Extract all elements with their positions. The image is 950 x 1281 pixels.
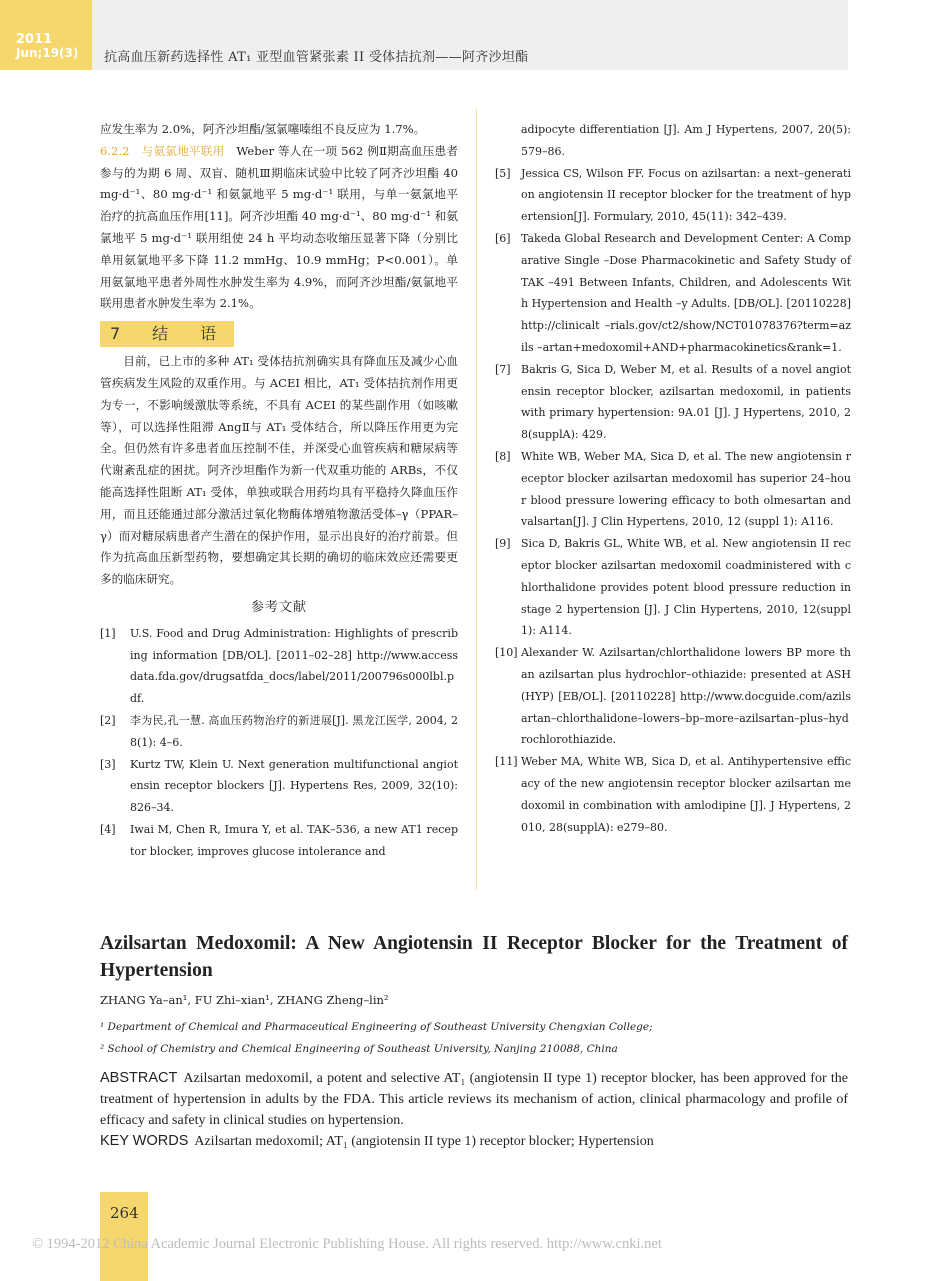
affiliation-1: ¹ Department of Chemical and Pharmaceutical Engineering of Southeast University Chengxian College; [100,1021,653,1033]
english-abstract [100,1068,848,1131]
reference-item: [7] Bakris G, Sica D, Weber M, et al. Results of a novel angiotensin receptor blocker, azilsartan medoxomil, in patients with primary hypertension: 9A.01 [J]. J Hypertens, 2010, 28(supplA): 429. [495,362,851,442]
affiliation-2: ² School of Chemistry and Chemical Engineering of Southeast University, Nanjing 210088, China [100,1043,618,1055]
subsection-heading: 6.2.2 与氨氯地平联用 [100,143,225,158]
reference-item: [9] Sica D, Bakris GL, White WB, et al. New angiotensin II receptor blocker azilsartan medoxomil coadministered with chlorthalidone provides potent blood pressure reduction in stage 2 hypertension [J]. J Clin Hypertens, 2010, 12(suppl 1): A114. [495,537,851,638]
issue-volume: Jun;19(3) [16,46,79,60]
page-number: 264 [110,1204,139,1222]
reference-item: [8] White WB, Weber MA, Sica D, et al. The new angiotensin receptor blocker azilsartan medoxomil has superior 24–hour blood pressure lowering efficacy to both olmesartan and valsartan[J]. J Clin Hypertens, 2010, 12 (suppl 1): A116. [495,449,851,529]
running-title: 抗高血压新药选择性 AT₁ 亚型血管紧张素 II 受体拮抗剂——阿齐沙坦酯 [104,50,529,65]
reference-item: [3] Kurtz TW, Klein U. Next generation multifunctional angiotensin receptor blockers [J]. Hypertens Res, 2009, 32(10): 826–34. [100,757,458,815]
reference-item: [10] Alexander W. Azilsartan/chlorthalidone lowers BP more than azilsartan plus hydrochlor–othiazide: presented at ASH (HYP) [EB/OL]. [20110228] http://www.docguide.com/azilsartan–chlorthalidone–lowers–bp–more–azilsartan–plus–hydrochlorothiazide. [495,646,851,747]
copyright-watermark: © 1994-2012 China Academic Journal Electronic Publishing House. All rights reserved. http://www.cnki.net [32,1236,662,1252]
left-column [100,119,458,863]
paragraph [100,141,458,315]
reference-item: [2] 李为民,孔一慧. 高血压药物治疗的新进展[J]. 黑龙江医学, 2004, 28(1): 4–6. [100,713,458,749]
section-heading: 7 结 语 [100,321,234,347]
abstract-text: Azilsartan medoxomil, a potent and selective AT₁ (angiotensin II type 1) receptor blocker, has been approved for the treatment of hypertension in adults by the FDA. This article reviews its mechanism of action, clinical pharmacology and profile of efficacy and safety in clinical studies on hypertension. [100,1071,848,1128]
right-column [495,119,851,838]
paragraph-body: Weber 等人在一项 562 例Ⅱ期高血压患者参与的为期 6 周、双盲、随机Ⅲ期临床试验中比较了阿齐沙坦酯 40 mg·d⁻¹、80 mg·d⁻¹ 和氨氯地平 5 mg·d⁻¹ 联用，与单一氨氯地平治疗的抗高血压作用[11]。阿齐沙坦酯 40 mg·d⁻¹、80 mg·d⁻¹ 和氨氯地平 5 mg·d⁻¹ 联用组使 24 h 平均动态收缩压显著下降（分别比单用氨氯地平多下降 11.2 mmHg、10.9 mmHg；P<0.001）。单用氨氯地平患者外周性水肿发生率为 4.9%，而阿齐沙坦酯/氨氯地平联用患者水肿发生率为 2.1%。 [100,143,458,311]
paragraph: 应发生率为 2.0%，阿齐沙坦酯/氢氯噻嗪组不良反应为 1.7%。 [100,122,426,136]
references-heading: 参考文献 [250,599,307,615]
reference-item: [11] Weber MA, White WB, Sica D, et al. Antihypertensive efficacy of the new angiotensin receptor blocker azilsartan medoxomil in combination with amlodipine [J]. J Hypertens, 2010, 28(supplA): e279–80. [495,755,851,834]
reference-item: [4] Iwai M, Chen R, Imura Y, et al. TAK–536, a new AT1 receptor blocker, improves glucose intolerance and [100,822,458,858]
reference-continuation: adipocyte differentiation [J]. Am J Hypertens, 2007, 20(5): 579–86. [521,123,851,158]
abstract-label: ABSTRACT [100,1070,178,1086]
reference-item: [6] Takeda Global Research and Development Center: A Comparative Single –Dose Pharmacokinetic and Safety Study of TAK –491 Between Infants, Children, and Adolescents With Hypertension and Health –y Adults. [DB/OL]. [20110228] http://clinicalt –rials.gov/ct2/show/NCT01078376?term=azils –artan+medoxomil+AND+pharmacokinetics&rank=1. [495,231,851,354]
english-title: Azilsartan Medoxomil: A New Angiotensin II Receptor Blocker for the Treatment of Hypertension [100,933,848,981]
reference-item: [1] U.S. Food and Drug Administration: Highlights of prescribing information [DB/OL]. [2011–02–28] http://www.accessdata.fda.gov/drugsatfda_docs/label/2011/200796s000lbl.pdf. [100,626,458,706]
column-divider [476,108,477,890]
issue-year: 2011 [16,32,53,47]
reference-item: [5] Jessica CS, Wilson FF. Focus on azilsartan: a next–generation angiotensin II receptor blocker for the treatment of hypertension[J]. Formulary, 2010, 45(11): 342–439. [495,166,851,224]
keywords-text: Azilsartan medoxomil; AT₁ (angiotensin II type 1) receptor blocker; Hypertension [194,1134,654,1149]
english-keywords [100,1131,848,1152]
paragraph: 目前，已上市的多种 AT₁ 受体拮抗剂确实具有降血压及减少心血管疾病发生风险的双重作用。与 ACEI 相比，AT₁ 受体拮抗剂作用更为专一，不影响缓激肽等系统，不具有 ACEI 的某些副作用（如咳嗽等），可以选择性阻滞 AngⅡ与 AT₁ 受体结合，所以降压作用更为完全。但仍然有许多患者血压控制不佳，并深受心血管疾病和糖尿病等代谢紊乱症的困扰。阿齐沙坦酯作为新一代双重功能的 ARBs，不仅能高选择性阻断 AT₁ 受体，单独或联合用药均具有平稳持久降血压作用，而且还能通过部分激活过氧化物酶体增殖物激活受体–γ（PPAR–γ）而对糖尿病患者产生潜在的保护作用，显示出良好的治疗前景。但作为抗高血压新型药物，要想确定其长期的确切的临床效应还需要更多的临床研究。 [100,354,458,587]
english-authors: ZHANG Ya–an¹, FU Zhi–xian¹, ZHANG Zheng–lin² [100,993,389,1007]
keywords-label: KEY WORDS [100,1133,189,1149]
